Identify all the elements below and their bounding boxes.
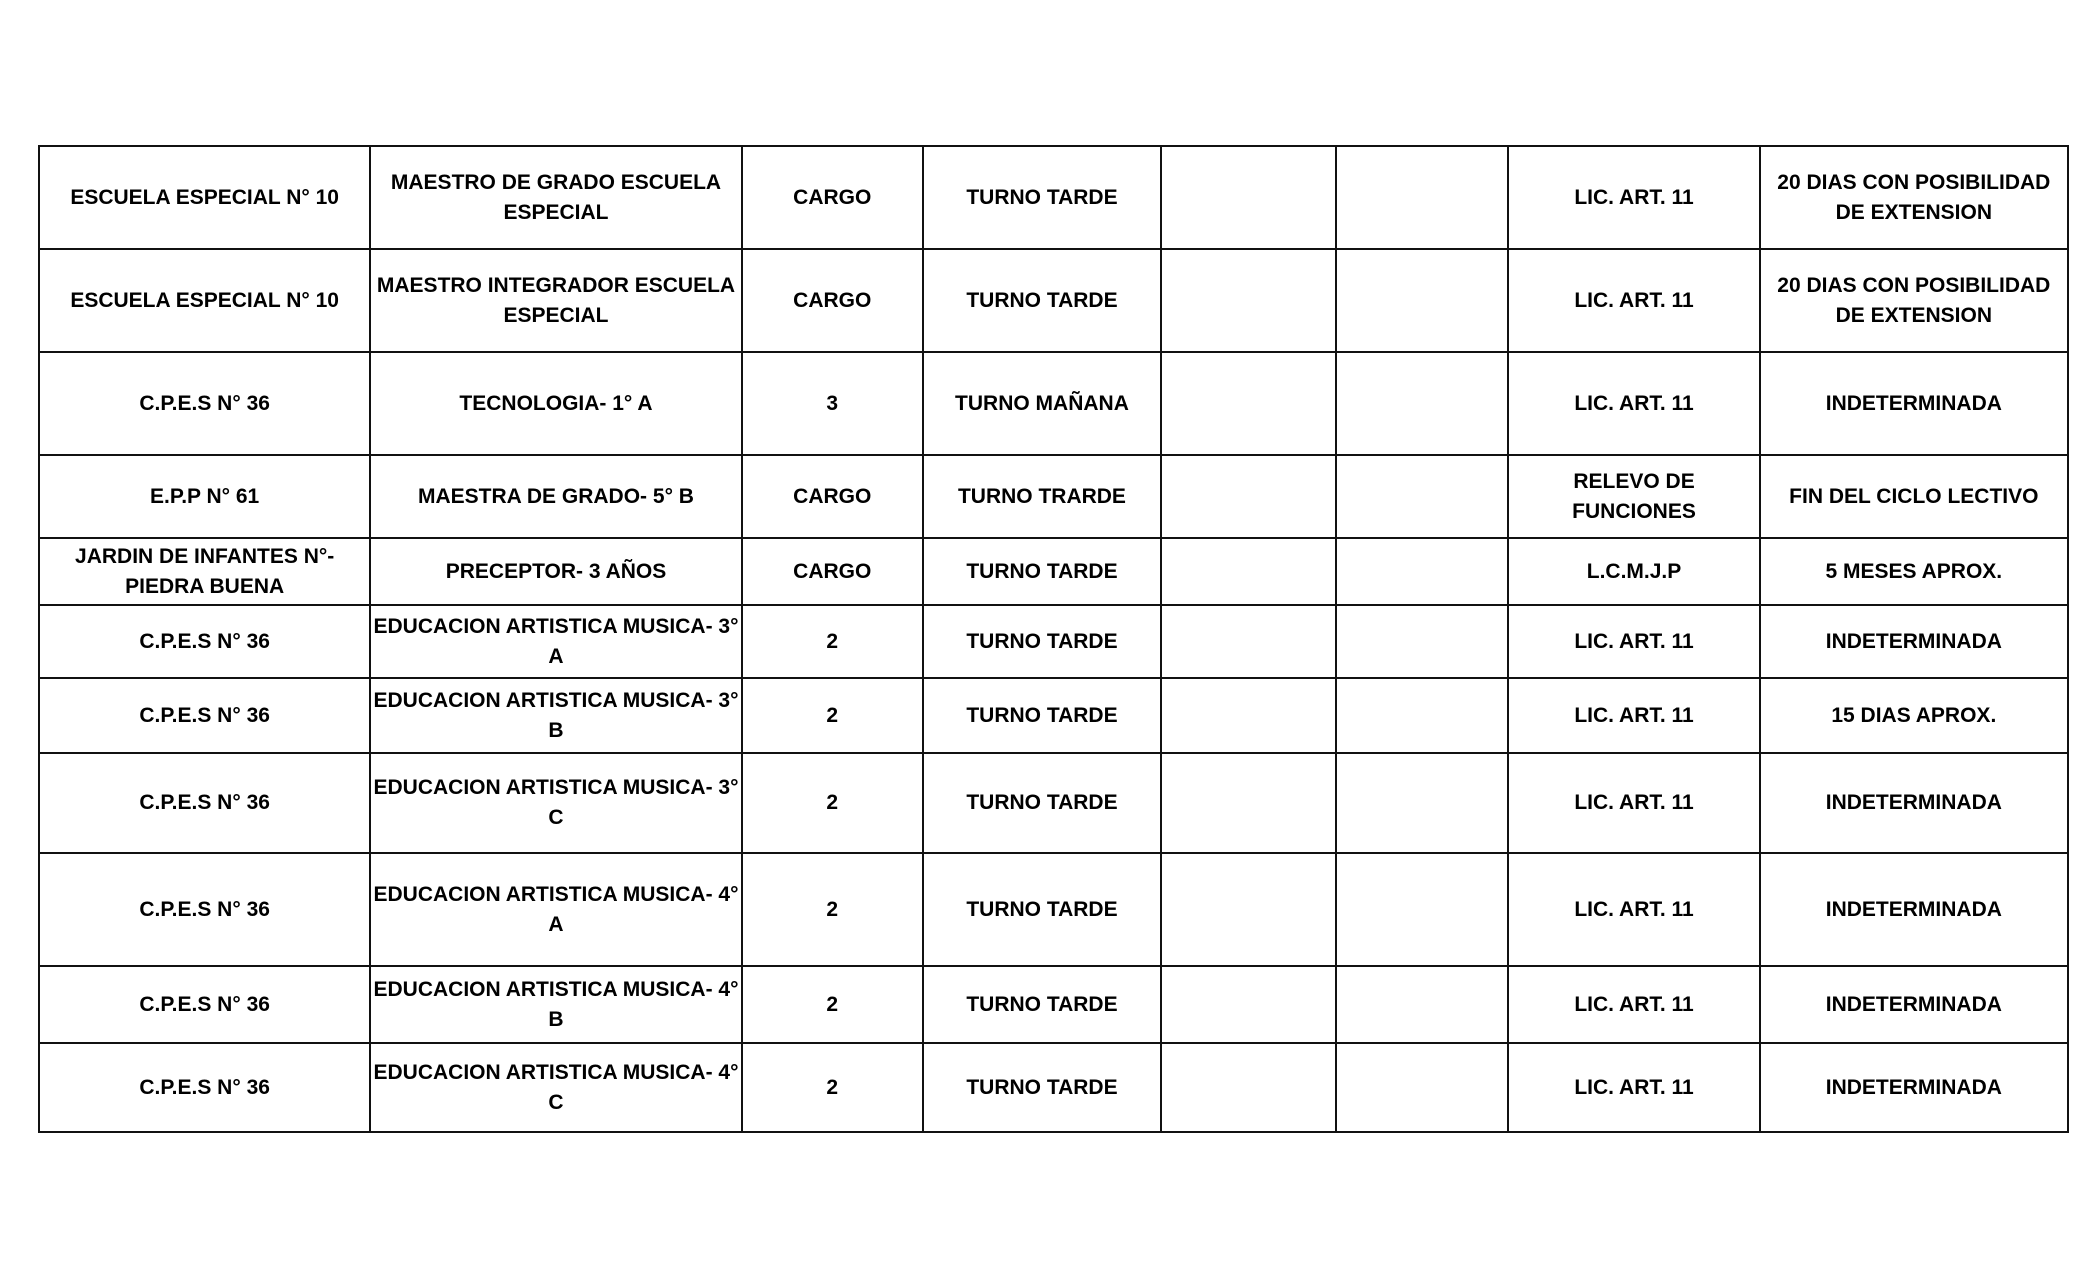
reason-cell: LIC. ART. 11	[1508, 966, 1759, 1043]
blank-cell	[1336, 249, 1508, 352]
school-cell: C.P.E.S N° 36	[39, 753, 370, 853]
position-cell: EDUCACION ARTISTICA MUSICA- 4° B	[370, 966, 741, 1043]
shift-cell: TURNO TARDE	[923, 678, 1161, 753]
reason-cell: LIC. ART. 11	[1508, 853, 1759, 966]
duration-cell: 20 DIAS CON POSIBILIDAD DE EXTENSION	[1760, 146, 2068, 249]
reason-cell: LIC. ART. 11	[1508, 605, 1759, 678]
duration-cell: INDETERMINADA	[1760, 605, 2068, 678]
position-cell: TECNOLOGIA- 1° A	[370, 352, 741, 455]
shift-cell: TURNO TARDE	[923, 605, 1161, 678]
blank-cell	[1336, 455, 1508, 538]
school-cell: ESCUELA ESPECIAL N° 10	[39, 146, 370, 249]
table-row	[39, 249, 2068, 352]
position-cell: EDUCACION ARTISTICA MUSICA- 4° A	[370, 853, 741, 966]
reason-cell: LIC. ART. 11	[1508, 249, 1759, 352]
blank-cell	[1161, 538, 1336, 605]
position-cell: MAESTRA DE GRADO- 5° B	[370, 455, 741, 538]
blank-cell	[1336, 753, 1508, 853]
shift-cell: TURNO MAÑANA	[923, 352, 1161, 455]
blank-cell	[1336, 352, 1508, 455]
hours-cell: CARGO	[742, 538, 923, 605]
reason-cell: LIC. ART. 11	[1508, 1043, 1759, 1132]
school-cell: E.P.P N° 61	[39, 455, 370, 538]
blank-cell	[1161, 678, 1336, 753]
hours-cell: 2	[742, 966, 923, 1043]
shift-cell: TURNO TRARDE	[923, 455, 1161, 538]
blank-cell	[1336, 605, 1508, 678]
blank-cell	[1161, 249, 1336, 352]
duration-cell: INDETERMINADA	[1760, 352, 2068, 455]
blank-cell	[1161, 966, 1336, 1043]
table-row	[39, 146, 2068, 249]
position-cell: EDUCACION ARTISTICA MUSICA- 3° A	[370, 605, 741, 678]
school-cell: C.P.E.S N° 36	[39, 605, 370, 678]
reason-cell: LIC. ART. 11	[1508, 753, 1759, 853]
duration-cell: INDETERMINADA	[1760, 1043, 2068, 1132]
reason-cell: LIC. ART. 11	[1508, 352, 1759, 455]
position-cell: EDUCACION ARTISTICA MUSICA- 3° C	[370, 753, 741, 853]
shift-cell: TURNO TARDE	[923, 966, 1161, 1043]
reason-cell: L.C.M.J.P	[1508, 538, 1759, 605]
table-row	[39, 1043, 2068, 1132]
blank-cell	[1161, 455, 1336, 538]
school-cell: C.P.E.S N° 36	[39, 853, 370, 966]
reason-cell: LIC. ART. 11	[1508, 678, 1759, 753]
duration-cell: INDETERMINADA	[1760, 753, 2068, 853]
shift-cell: TURNO TARDE	[923, 538, 1161, 605]
blank-cell	[1161, 753, 1336, 853]
school-cell: JARDIN DE INFANTES N°- PIEDRA BUENA	[39, 538, 370, 605]
hours-cell: 2	[742, 753, 923, 853]
school-cell: C.P.E.S N° 36	[39, 678, 370, 753]
table-row	[39, 605, 2068, 678]
blank-cell	[1161, 146, 1336, 249]
hours-cell: 2	[742, 853, 923, 966]
hours-cell: 2	[742, 605, 923, 678]
duration-cell: FIN DEL CICLO LECTIVO	[1760, 455, 2068, 538]
table-row	[39, 966, 2068, 1043]
hours-cell: CARGO	[742, 455, 923, 538]
position-cell: MAESTRO INTEGRADOR ESCUELA ESPECIAL	[370, 249, 741, 352]
school-cell: C.P.E.S N° 36	[39, 966, 370, 1043]
hours-cell: CARGO	[742, 146, 923, 249]
shift-cell: TURNO TARDE	[923, 249, 1161, 352]
school-cell: C.P.E.S N° 36	[39, 1043, 370, 1132]
position-cell: EDUCACION ARTISTICA MUSICA- 4° C	[370, 1043, 741, 1132]
duration-cell: INDETERMINADA	[1760, 853, 2068, 966]
hours-cell: CARGO	[742, 249, 923, 352]
blank-cell	[1161, 605, 1336, 678]
blank-cell	[1161, 352, 1336, 455]
shift-cell: TURNO TARDE	[923, 146, 1161, 249]
shift-cell: TURNO TARDE	[923, 853, 1161, 966]
table-row	[39, 352, 2068, 455]
duration-cell: 5 MESES APROX.	[1760, 538, 2068, 605]
blank-cell	[1336, 678, 1508, 753]
duration-cell: 15 DIAS APROX.	[1760, 678, 2068, 753]
table-row	[39, 853, 2068, 966]
blank-cell	[1336, 146, 1508, 249]
duration-cell: INDETERMINADA	[1760, 966, 2068, 1043]
table-row	[39, 753, 2068, 853]
position-cell: MAESTRO DE GRADO ESCUELA ESPECIAL	[370, 146, 741, 249]
blank-cell	[1336, 966, 1508, 1043]
school-cell: C.P.E.S N° 36	[39, 352, 370, 455]
table-row	[39, 538, 2068, 605]
reason-cell: LIC. ART. 11	[1508, 146, 1759, 249]
vacancies-table	[38, 145, 2069, 1133]
shift-cell: TURNO TARDE	[923, 1043, 1161, 1132]
school-cell: ESCUELA ESPECIAL N° 10	[39, 249, 370, 352]
duration-cell: 20 DIAS CON POSIBILIDAD DE EXTENSION	[1760, 249, 2068, 352]
hours-cell: 2	[742, 678, 923, 753]
position-cell: PRECEPTOR- 3 AÑOS	[370, 538, 741, 605]
blank-cell	[1161, 1043, 1336, 1132]
shift-cell: TURNO TARDE	[923, 753, 1161, 853]
table-row	[39, 678, 2068, 753]
hours-cell: 3	[742, 352, 923, 455]
hours-cell: 2	[742, 1043, 923, 1132]
blank-cell	[1336, 538, 1508, 605]
table-row	[39, 455, 2068, 538]
reason-cell: RELEVO DE FUNCIONES	[1508, 455, 1759, 538]
blank-cell	[1336, 853, 1508, 966]
position-cell: EDUCACION ARTISTICA MUSICA- 3° B	[370, 678, 741, 753]
blank-cell	[1161, 853, 1336, 966]
blank-cell	[1336, 1043, 1508, 1132]
